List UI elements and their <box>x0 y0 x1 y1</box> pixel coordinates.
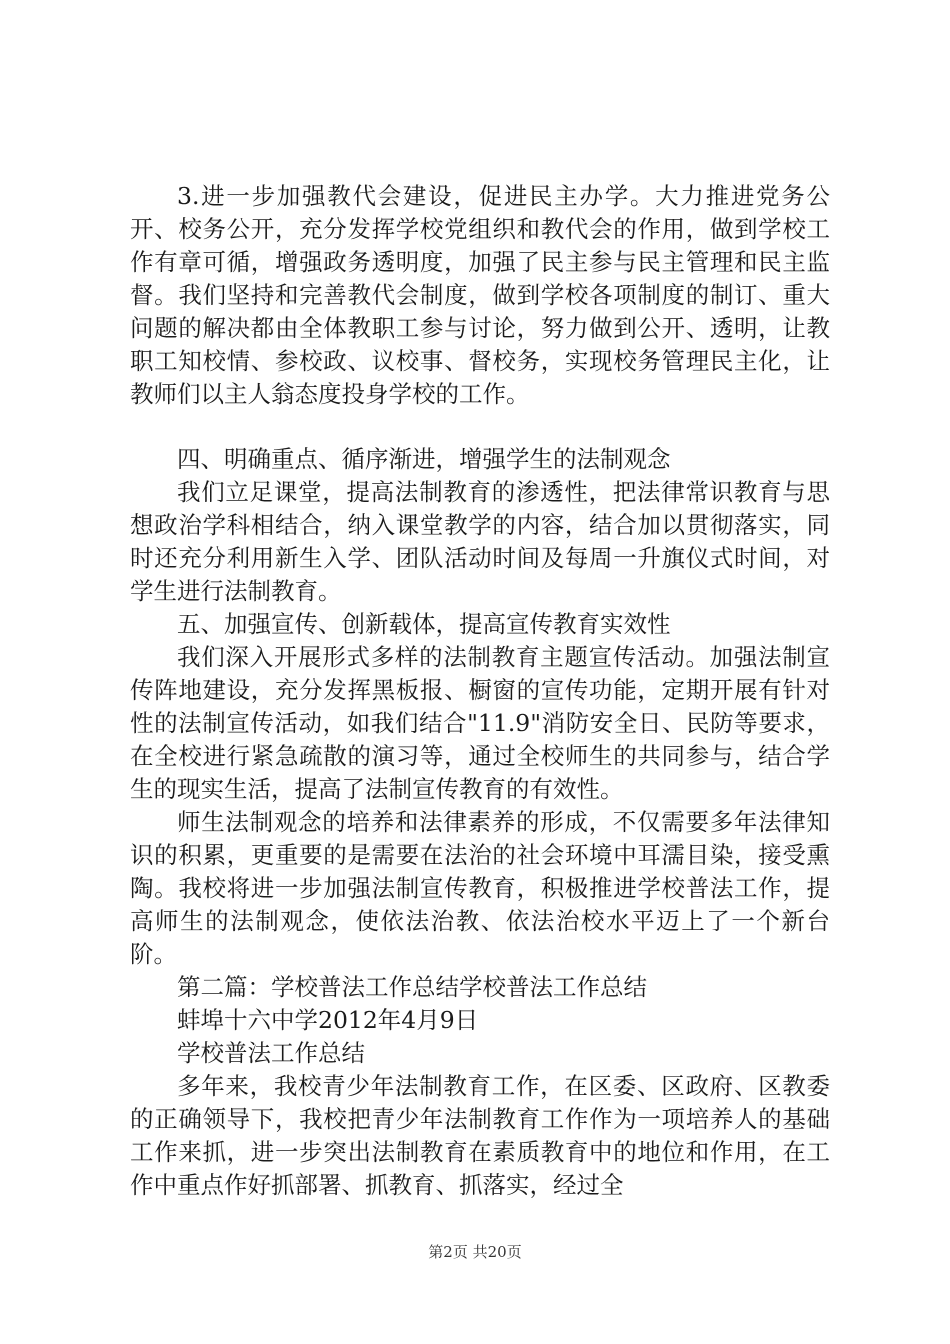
heading-part-two: 第二篇：学校普法工作总结学校普法工作总结 <box>177 973 647 1001</box>
paragraph-conclusion: 师生法制观念的培养和法律素养的形成，不仅需要多年法律知识的积累，更重要的是需要在法治的社会环境中耳濡目染，接受熏陶。我校将进一步加强法制宣传教育，积极推进学校普法工作，提高师生的法制观念，使依法治教、依法治校水平迈上了一个新台阶。 <box>130 808 830 968</box>
page-number-footer: 第2页 共20页 <box>428 1243 522 1261</box>
document-body <box>130 180 830 1202</box>
heading-section-five: 五、加强宣传、创新载体，提高宣传教育实效性 <box>177 610 671 638</box>
subtitle-summary: 学校普法工作总结 <box>177 1039 365 1067</box>
paragraph-classroom-education: 我们立足课堂，提高法制教育的渗透性，把法律常识教育与思想政治学科相结合，纳入课堂教学的内容，结合加以贯彻落实，同时还充分利用新生入学、团队活动时间及每周一升旗仪式时间，对学生进行法制教育。 <box>130 478 830 605</box>
heading-section-four: 四、明确重点、循序渐进，增强学生的法制观念 <box>177 445 671 473</box>
paragraph-teacher-congress: 3.进一步加强教代会建设，促进民主办学。大力推进党务公开、校务公开，充分发挥学校党组织和教代会的作用，做到学校工作有章可循，增强政务透明度，加强了民主参与民主管理和民主监督。我们坚持和完善教代会制度，做到学校各项制度的制订、重大问题的解决都由全体教职工参与讨论，努力做到公开、透明，让教职工知校情、参校政、议校事、督校务，实现校务管理民主化，让教师们以主人翁态度投身学校的工作。 <box>130 182 830 408</box>
paragraph-youth-legal-education: 多年来，我校青少年法制教育工作，在区委、区政府、区教委的正确领导下，我校把青少年法制教育工作作为一项培养人的基础工作来抓，进一步突出法制教育在素质教育中的地位和作用，在工作中重点作好抓部署、抓教育、抓落实，经过全 <box>130 1072 830 1199</box>
paragraph-publicity-activities: 我们深入开展形式多样的法制教育主题宣传活动。加强法制宣传阵地建设，充分发挥黑板报、橱窗的宣传功能，定期开展有针对性的法制宣传活动，如我们结合"11.9"消防安全日、民防等要求，在全校进行紧急疏散的演习等，通过全校师生的共同参与，结合学生的现实生活，提高了法制宣传教育的有效性。 <box>130 643 830 803</box>
school-date-line: 蚌埠十六中学2012年4月9日 <box>177 1006 479 1034</box>
paragraph-gap <box>130 411 830 443</box>
